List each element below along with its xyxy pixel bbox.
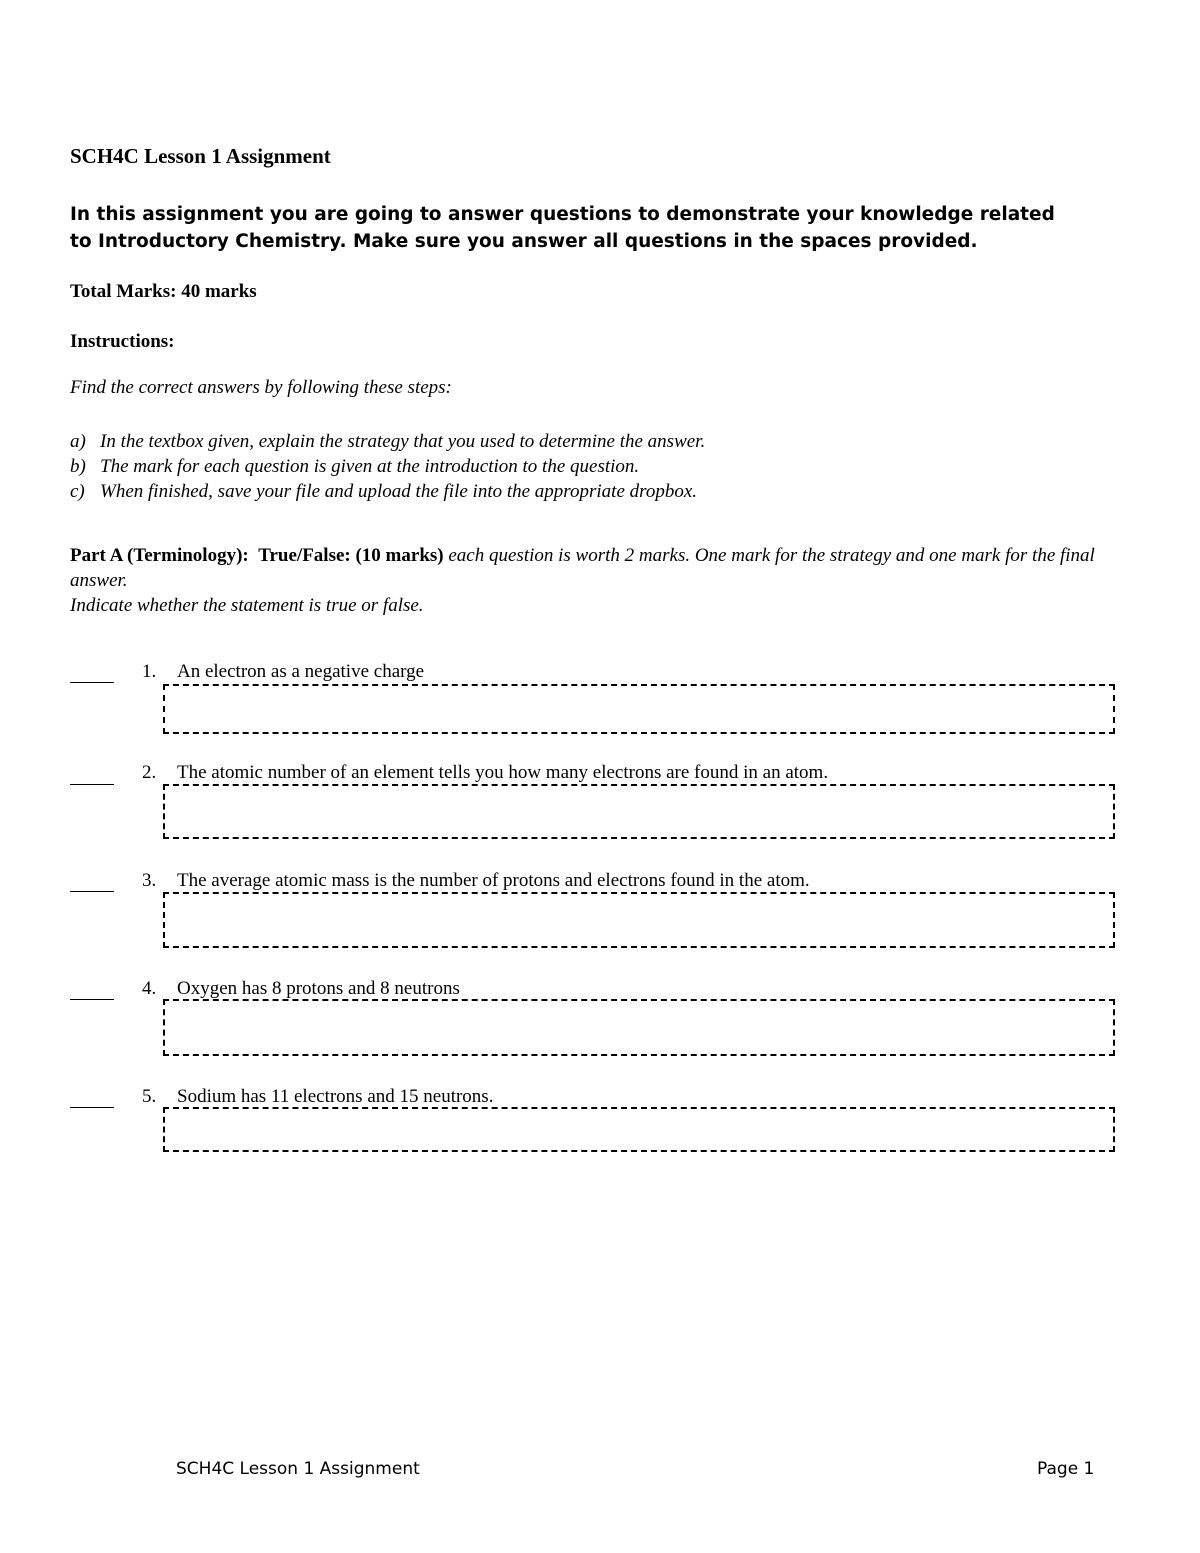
- step-text: The mark for each question is given at the introduction to the question.: [100, 456, 640, 477]
- answer-blank-4[interactable]: [70, 999, 114, 1000]
- instructions-heading: Instructions:: [70, 331, 175, 352]
- steps-list: [70, 429, 705, 504]
- question-text: An electron as a negative charge: [177, 661, 425, 682]
- question-text: The average atomic mass is the number of protons and electrons found in the atom.: [177, 870, 810, 891]
- footer-title: SCH4C Lesson 1 Assignment: [176, 1459, 420, 1479]
- answer-blank-5[interactable]: [70, 1107, 114, 1108]
- question-number: 1.: [142, 661, 157, 682]
- question-number: 4.: [142, 978, 157, 999]
- step-text: In the textbox given, explain the strategy that you used to determine the answer.: [100, 431, 706, 452]
- strategy-textbox-1[interactable]: [163, 684, 1115, 734]
- answer-blank-1[interactable]: [70, 682, 114, 683]
- strategy-textbox-4[interactable]: [163, 999, 1115, 1056]
- part-a-indicate: Indicate whether the statement is true or false.: [70, 595, 424, 616]
- find-instructions: Find the correct answers by following these steps:: [70, 377, 452, 398]
- strategy-textbox-2[interactable]: [163, 784, 1115, 839]
- part-a-type: True/False:: [258, 545, 351, 566]
- step-item: [70, 479, 705, 504]
- question-number: 2.: [142, 762, 157, 783]
- question-text: Sodium has 11 electrons and 15 neutrons.: [177, 1086, 494, 1107]
- question-text: Oxygen has 8 protons and 8 neutrons: [177, 978, 460, 999]
- part-a-marks: (10 marks): [355, 545, 444, 566]
- part-a-header: [70, 543, 1130, 618]
- step-label: c): [70, 481, 85, 502]
- page-number: Page 1: [1037, 1459, 1095, 1479]
- document-title: SCH4C Lesson 1 Assignment: [70, 144, 331, 168]
- step-item: [70, 429, 705, 454]
- question-text: The atomic number of an element tells you how many electrons are found in an atom.: [177, 762, 829, 783]
- step-text: When finished, save your file and upload the file into the appropriate dropbox.: [100, 481, 698, 502]
- step-item: [70, 454, 705, 479]
- step-label: a): [70, 431, 86, 452]
- part-a-note: each question is worth 2 marks. One mark for the strategy and one mark for the final answer.: [70, 545, 1095, 591]
- part-a-heading: Part A (Terminology):: [70, 545, 249, 566]
- total-marks: Total Marks: 40 marks: [70, 281, 257, 302]
- answer-blank-3[interactable]: [70, 891, 114, 892]
- question-number: 5.: [142, 1086, 157, 1107]
- intro-paragraph: In this assignment you are going to answer questions to demonstrate your knowledge related to Introductory Chemistry. Make sure you answer all questions in the spaces provided.: [70, 204, 1055, 252]
- question-number: 3.: [142, 870, 157, 891]
- strategy-textbox-3[interactable]: [163, 892, 1115, 948]
- step-label: b): [70, 456, 86, 477]
- strategy-textbox-5[interactable]: [163, 1107, 1115, 1152]
- answer-blank-2[interactable]: [70, 784, 114, 785]
